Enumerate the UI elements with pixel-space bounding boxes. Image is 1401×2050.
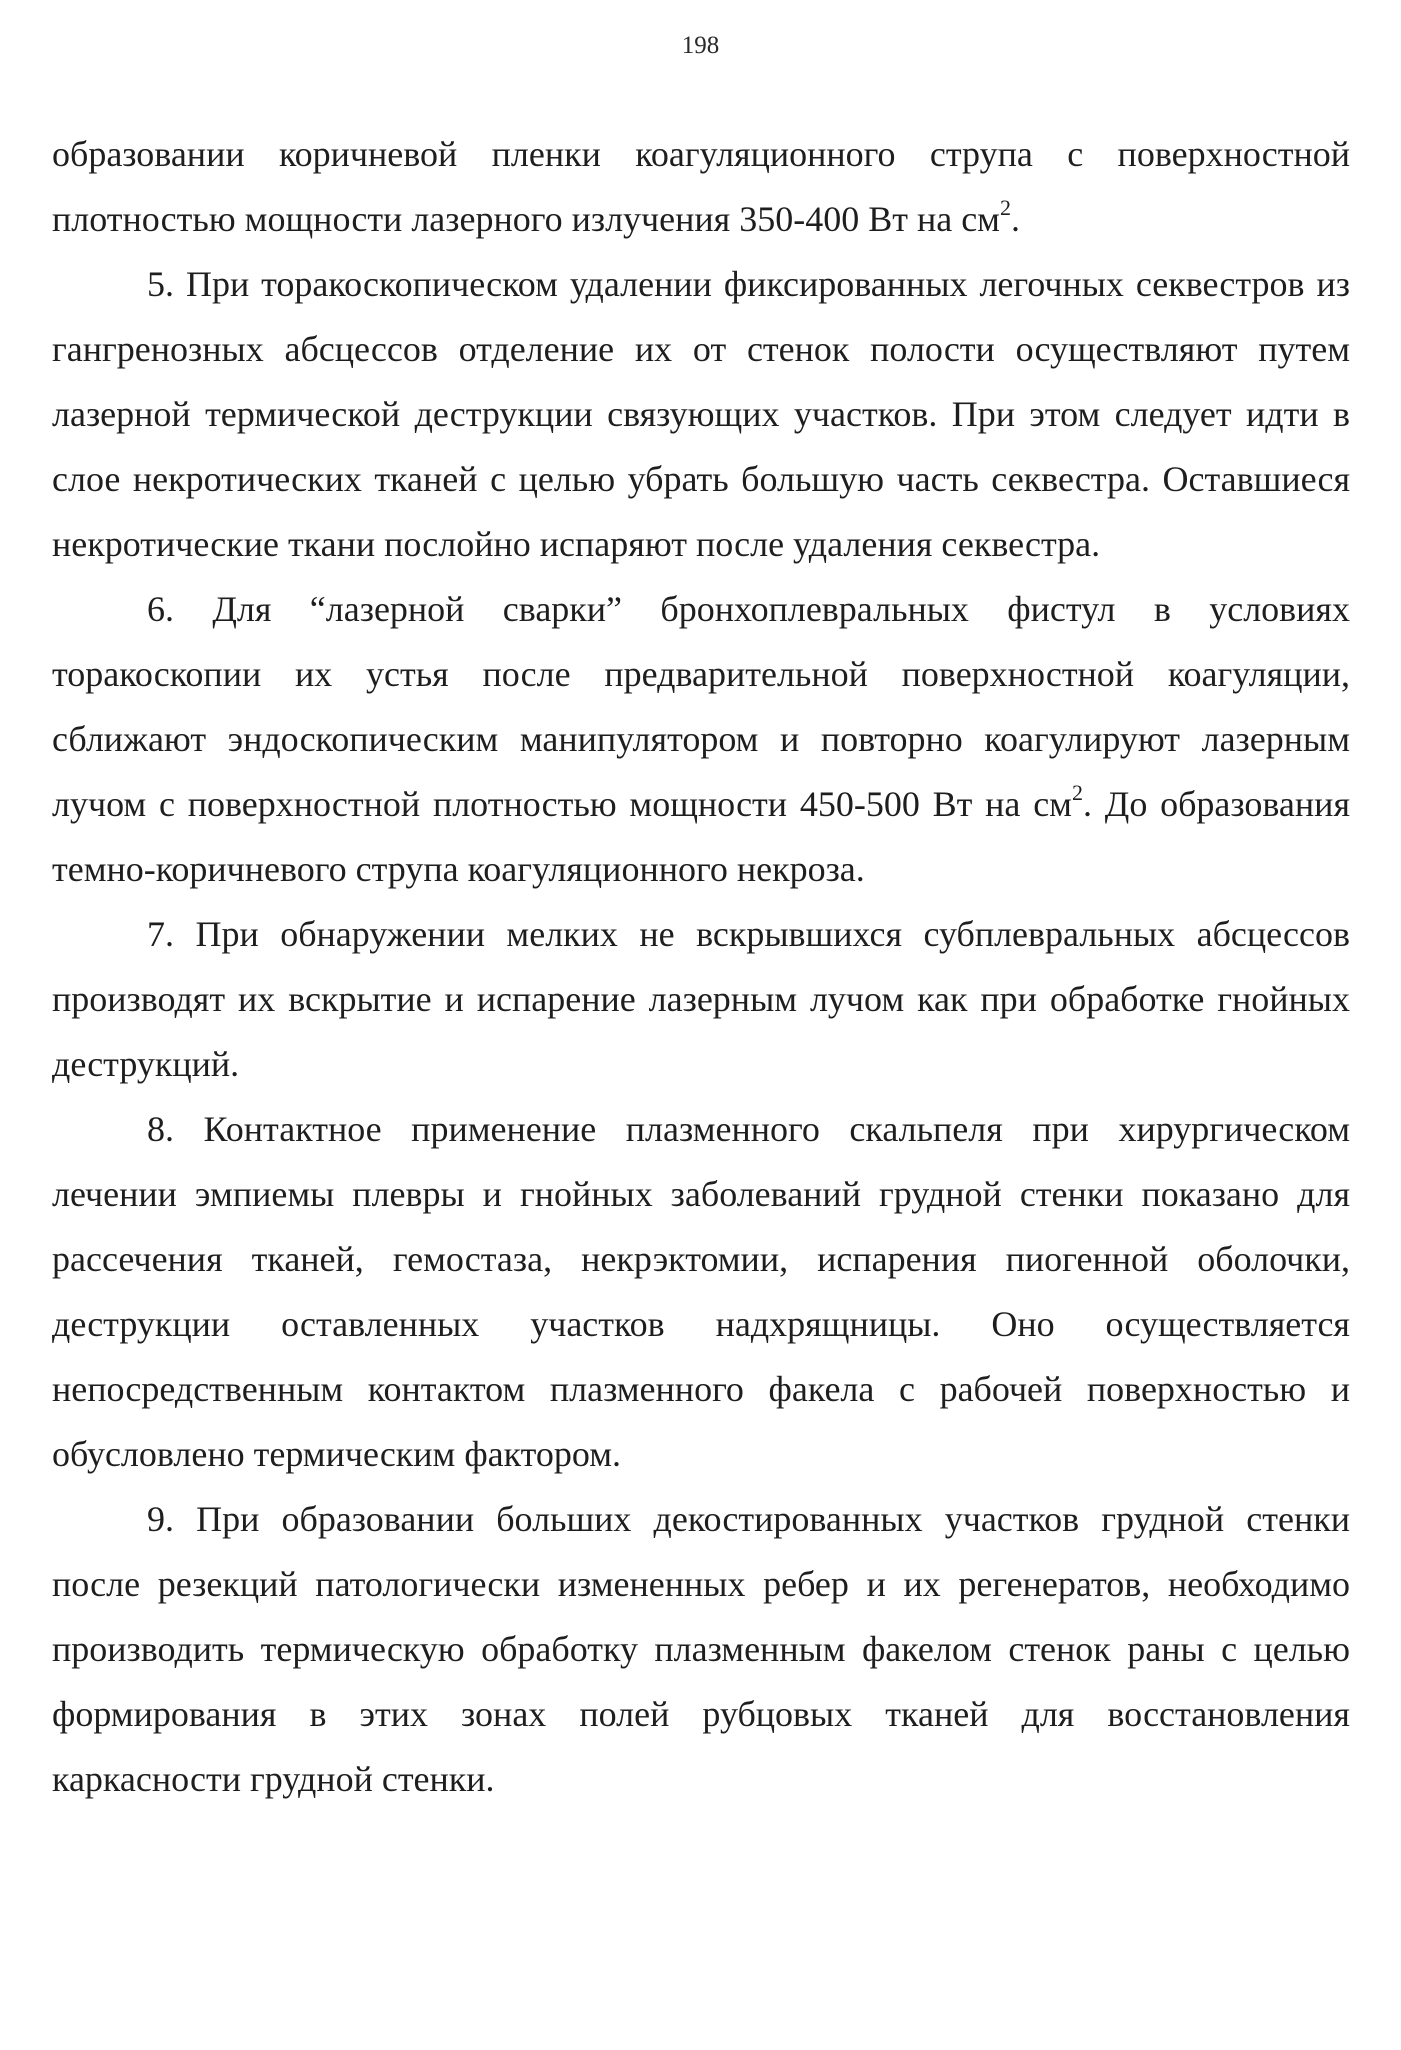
paragraph-text: 6. Для “лазерной сварки” бронхоплевральных фистул в условиях торакоскопии их устья после предварительной поверхностной коагуляции, сближают эндоскопическим манипулятором и повторно коагулируют лазерным лучом с поверхностной плотностью мощности 450-500 Вт на см <box>52 589 1350 824</box>
paragraph-text: . До образования темно-коричневого струпа коагуляционного некроза. <box>52 784 1351 889</box>
paragraph-item-6 <box>52 577 1350 902</box>
paragraph-item-7: 7. При обнаружении мелких не вскрывшихся субплевральных абсцессов производят их вскрытие и испарение лазерным лучом как при обработке гнойных деструкций. <box>52 914 1350 1084</box>
superscript: 2 <box>999 195 1011 220</box>
page-number: 198 <box>681 32 720 59</box>
paragraph-continuation <box>52 122 1350 252</box>
document-body <box>52 122 1350 1812</box>
paragraph-text: . <box>1010 199 1020 239</box>
paragraph-item-9: 9. При образовании больших декостированных участков грудной стенки после резекций патологически измененных ребер и их регенератов, необходимо производить термическую обработку плазменным факелом стенок раны с целью формирования в этих зонах полей рубцовых тканей для восстановления каркасности грудной стенки. <box>52 1499 1350 1799</box>
paragraph-item-5: 5. При торакоскопическом удалении фиксированных легочных секвестров из гангренозных абсцессов отделение их от стенок полости осуществляют путем лазерной термической деструкции связующих участков. При этом следует идти в слое некротических тканей с целью убрать большую часть секвестра. Оставшиеся некротические ткани послойно испаряют после удаления секвестра. <box>52 264 1350 564</box>
superscript: 2 <box>1071 780 1083 805</box>
paragraph-item-8: 8. Контактное применение плазменного скальпеля при хирургическом лечении эмпиемы плевры и гнойных заболеваний грудной стенки показано для рассечения тканей, гемостаза, некрэктомии, испарения пиогенной оболочки, деструкции оставленных участков надхрящницы. Оно осуществляется непосредственным контактом плазменного факела с рабочей поверхностью и обусловлено термическим фактором. <box>52 1109 1350 1474</box>
paragraph-text: образовании коричневой пленки коагуляционного струпа с поверхностной плотностью мощности лазерного излучения 350-400 Вт на см <box>52 134 1350 239</box>
